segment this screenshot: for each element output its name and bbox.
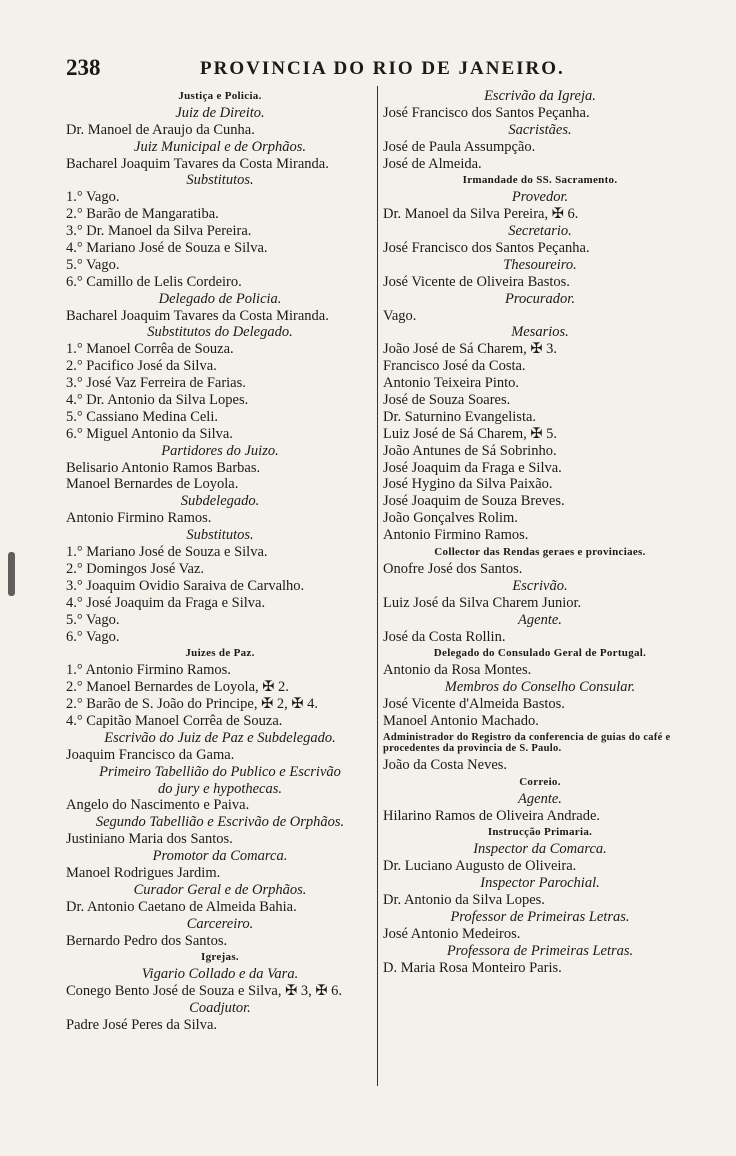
section-heading: Igrejas. [201, 951, 239, 964]
office-title: Mesarios. [511, 324, 569, 341]
section-heading: Collector das Rendas geraes e provinciaes. [434, 546, 646, 559]
person-entry: Bacharel Joaquim Tavares da Costa Miranda. [66, 307, 329, 324]
office-title: Substitutos. [186, 172, 254, 189]
person-entry: José Joaquim da Fraga e Silva. [383, 459, 562, 476]
person-entry: Angelo do Nascimento e Paiva. [66, 797, 250, 814]
office-title: Sacristães. [508, 121, 572, 138]
page-number: 238 [66, 55, 101, 80]
person-entry: 3.° Joaquim Ovidio Saraiva de Carvalho. [66, 577, 305, 594]
person-entry: José Vicente de Oliveira Bastos. [383, 273, 570, 290]
office-title: Carcereiro. [186, 915, 254, 932]
office-title: Delegado de Policia. [158, 290, 282, 307]
office-title: Procurador. [505, 290, 575, 307]
office-title: Primeiro Tabellião do Publico e Escrivão [99, 763, 341, 780]
person-entry: 2.° Barão de Mangaratiba. [66, 206, 219, 223]
person-entry: 4.° Capitão Manoel Corrêa de Souza. [66, 712, 283, 729]
person-entry: 2.° Pacifico José da Silva. [66, 358, 217, 375]
person-entry: 4.° José Joaquim da Fraga e Silva. [66, 594, 266, 611]
person-entry: 2.° Barão de S. João do Principe, ✠ 2, ✠ 4. [66, 696, 318, 713]
person-entry: Padre José Peres da Silva. [66, 1016, 218, 1033]
person-entry: 3.° Dr. Manoel da Silva Pereira. [66, 223, 252, 240]
person-entry: Justiniano Maria dos Santos. [66, 831, 233, 848]
person-entry: José Hygino da Silva Paixão. [383, 476, 553, 493]
right-column [383, 88, 697, 976]
office-title: Secretario. [508, 223, 572, 240]
person-entry: Dr. Antonio Caetano de Almeida Bahia. [66, 898, 297, 915]
person-entry: Joaquim Francisco da Gama. [66, 746, 235, 763]
person-entry: Antonio Teixeira Pinto. [383, 375, 520, 392]
office-title: Subdelegado. [180, 493, 260, 510]
person-entry: João Antunes de Sá Sobrinho. [383, 442, 557, 459]
office-title: Escrivão. [512, 577, 568, 594]
person-entry: José da Costa Rollin. [383, 628, 506, 645]
person-entry: 5.° Cassiano Medina Celi. [66, 408, 218, 425]
office-title: Substitutos do Delegado. [147, 324, 293, 341]
person-entry: José de Paula Assumpção. [383, 138, 536, 155]
person-entry: José Francisco dos Santos Peçanha. [383, 240, 590, 257]
office-title: Escrivão da Igreja. [484, 88, 596, 104]
office-title: Thesoureiro. [503, 256, 577, 273]
person-entry: 1.° Antonio Firmino Ramos. [66, 662, 231, 679]
office-title: Coadjutor. [189, 1000, 251, 1017]
office-title: Inspector da Comarca. [473, 841, 607, 858]
office-title: do jury e hypothecas. [157, 780, 283, 797]
person-entry: 6.° Vago. [66, 628, 120, 645]
office-title: Partidores do Juizo. [161, 442, 279, 459]
person-entry: José Antonio Medeiros. [383, 925, 521, 942]
person-entry: Francisco José da Costa. [383, 358, 526, 375]
person-entry: 6.° Miguel Antonio da Silva. [66, 425, 233, 442]
office-title: Professor de Primeiras Letras. [450, 908, 630, 925]
left-column [66, 88, 374, 1034]
person-entry: Dr. Manoel da Silva Pereira, ✠ 6. [383, 206, 579, 223]
person-entry: Luiz José da Silva Charem Junior. [383, 594, 582, 611]
person-entry: 4.° Dr. Antonio da Silva Lopes. [66, 392, 249, 409]
person-entry: Manoel Rodrigues Jardim. [66, 864, 221, 881]
section-heading: Administrador do Registro da conferencia de guias do café e procedentes da provincia de S. Paulo. [383, 731, 671, 754]
office-title: Membros do Conselho Consular. [444, 679, 636, 696]
office-title: Agente. [518, 790, 562, 807]
section-heading: Juizes de Paz. [185, 647, 255, 660]
person-entry: José de Souza Soares. [383, 392, 511, 409]
office-title: Substitutos. [186, 527, 254, 544]
person-entry: Vago. [383, 307, 417, 324]
person-entry: 1.° Manoel Corrêa de Souza. [66, 341, 234, 358]
office-title: Curador Geral e de Orphãos. [133, 881, 307, 898]
person-entry: Belisario Antonio Ramos Barbas. [66, 459, 261, 476]
person-entry: João da Costa Neves. [383, 756, 508, 773]
person-entry: 3.° José Vaz Ferreira de Farias. [66, 375, 246, 392]
office-title: Promotor da Comarca. [152, 848, 288, 865]
person-entry: 6.° Camillo de Lelis Cordeiro. [66, 273, 242, 290]
person-entry: 5.° Vago. [66, 611, 120, 628]
person-entry: Antonio Firmino Ramos. [383, 527, 529, 544]
page-stain-mark [8, 552, 15, 596]
person-entry: D. Maria Rosa Monteiro Paris. [383, 959, 562, 976]
person-entry: Bernardo Pedro dos Santos. [66, 932, 228, 949]
office-title: Vigario Collado e da Vara. [141, 966, 299, 983]
person-entry: Dr. Antonio da Silva Lopes. [383, 891, 545, 908]
person-entry: Antonio Firmino Ramos. [66, 510, 212, 527]
person-entry: 5.° Vago. [66, 256, 120, 273]
office-title: Segundo Tabellião e Escrivão de Orphãos. [95, 814, 345, 831]
section-heading: Justiça e Policia. [178, 90, 262, 102]
person-entry: Bacharel Joaquim Tavares da Costa Miranda. [66, 155, 329, 172]
person-entry: 2.° Manoel Bernardes de Loyola, ✠ 2. [66, 679, 289, 696]
section-heading: Instrucção Primaria. [487, 826, 593, 839]
office-title: Agente. [518, 611, 562, 628]
person-entry: 4.° Mariano José de Souza e Silva. [66, 240, 268, 257]
person-entry: Conego Bento José de Souza e Silva, ✠ 3, ✠ 6. [66, 983, 343, 1000]
page-header [66, 55, 696, 81]
office-title: Juiz de Direito. [175, 104, 265, 121]
person-entry: Antonio da Rosa Montes. [383, 662, 532, 679]
person-entry: Dr. Saturnino Evangelista. [383, 408, 537, 425]
person-entry: João Gonçalves Rolim. [383, 510, 518, 527]
office-title: Provedor. [511, 189, 569, 206]
person-entry: José Vicente d'Almeida Bastos. [383, 696, 565, 713]
office-title: Professora de Primeiras Letras. [446, 942, 634, 959]
person-entry: Manoel Bernardes de Loyola. [66, 476, 239, 493]
person-entry: Manoel Antonio Machado. [383, 712, 539, 729]
person-entry: Hilarino Ramos de Oliveira Andrade. [383, 807, 601, 824]
office-title: Juiz Municipal e de Orphãos. [134, 138, 306, 155]
person-entry: 2.° Domingos José Vaz. [66, 560, 205, 577]
person-entry: José Francisco dos Santos Peçanha. [383, 104, 590, 121]
person-entry: João José de Sá Charem, ✠ 3. [383, 341, 558, 358]
office-title: Inspector Parochial. [480, 875, 600, 892]
running-title: PROVINCIA DO RIO DE JANEIRO. [200, 58, 565, 79]
person-entry: Onofre José dos Santos. [383, 560, 523, 577]
section-heading: Irmandade do SS. Sacramento. [462, 174, 618, 187]
section-heading: Delegado do Consulado Geral de Portugal. [433, 647, 647, 660]
column-divider [377, 86, 378, 1086]
person-entry: 1.° Vago. [66, 189, 120, 206]
person-entry: Dr. Luciano Augusto de Oliveira. [383, 858, 577, 875]
person-entry: 1.° Mariano José de Souza e Silva. [66, 544, 268, 561]
office-title: Escrivão do Juiz de Paz e Subdelegado. [104, 729, 336, 746]
person-entry: José Joaquim de Souza Breves. [383, 493, 565, 510]
person-entry: Dr. Manoel de Araujo da Cunha. [66, 121, 255, 138]
person-entry: Luiz José de Sá Charem, ✠ 5. [383, 425, 558, 442]
section-heading: Correio. [519, 775, 561, 788]
person-entry: José de Almeida. [383, 155, 482, 172]
